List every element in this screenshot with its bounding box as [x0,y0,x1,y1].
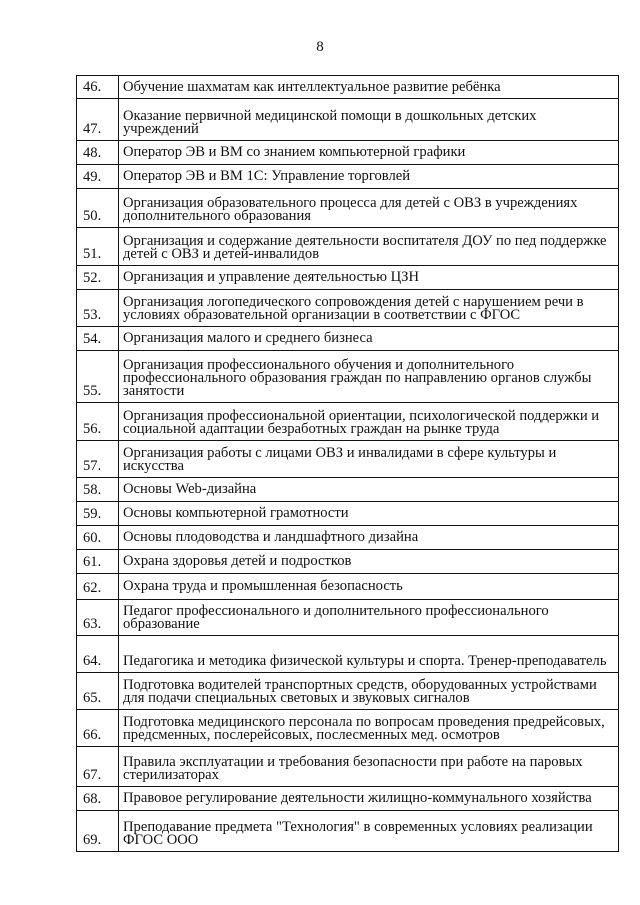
row-title: Охрана труда и промышленная безопасность [119,574,619,600]
table-row [77,76,619,99]
row-number: 46. [77,76,119,99]
row-number: 59. [77,502,119,526]
row-number: 56. [77,403,119,441]
table-row [77,710,619,747]
row-title: Основы Web-дизайна [119,478,619,502]
row-title: Организация и содержание деятельности воспитателя ДОУ по пед поддержке детей с ОВЗ и детей-инвалидов [119,228,619,266]
row-number: 62. [77,574,119,600]
table-row [77,189,619,228]
table-row [77,141,619,165]
row-number: 47. [77,99,119,141]
table-row [77,673,619,710]
row-title: Обучение шахматам как интеллектуальное развитие ребёнка [119,76,619,99]
row-number: 55. [77,351,119,403]
table-row [77,600,619,636]
row-number: 48. [77,141,119,165]
row-title: Педагог профессионального и дополнительного профессионального образование [119,600,619,636]
table-row [77,351,619,403]
table-row [77,441,619,478]
table-row [77,403,619,441]
row-number: 69. [77,811,119,852]
row-title: Основы плодоводства и ландшафтного дизайна [119,526,619,550]
row-number: 51. [77,228,119,266]
table-row [77,502,619,526]
row-title: Правила эксплуатации и требования безопасности при работе на паровых стерилизаторах [119,747,619,787]
table-row [77,574,619,600]
row-number: 54. [77,327,119,351]
row-title: Основы компьютерной грамотности [119,502,619,526]
row-title: Организация малого и среднего бизнеса [119,327,619,351]
table-row [77,99,619,141]
row-title: Организация профессиональной ориентации, психологической поддержки и социальной адаптации безработных граждан на рынке труда [119,403,619,441]
course-table [76,75,619,852]
row-title: Подготовка медицинского персонала по вопросам проведения предрейсовых, предсменных, послерейсовых, послесменных мед. осмотров [119,710,619,747]
table-row [77,526,619,550]
row-number: 57. [77,441,119,478]
row-title: Организация профессионального обучения и дополнительного профессионального образования граждан по направлению органов службы занятости [119,351,619,403]
row-title: Оператор ЭВ и ВМ 1С: Управление торговлей [119,165,619,189]
row-title: Оказание первичной медицинской помощи в дошкольных детских учреждений [119,99,619,141]
row-title: Правовое регулирование деятельности жилищно-коммунального хозяйства [119,787,619,811]
row-number: 49. [77,165,119,189]
row-title: Оператор ЭВ и ВМ со знанием компьютерной графики [119,141,619,165]
table-row [77,811,619,852]
row-title: Охрана здоровья детей и подростков [119,550,619,574]
table-row [77,636,619,673]
row-number: 65. [77,673,119,710]
row-title: Организация образовательного процесса для детей с ОВЗ в учреждениях дополнительного образования [119,189,619,228]
row-number: 50. [77,189,119,228]
table-row [77,327,619,351]
row-number: 58. [77,478,119,502]
row-title: Организация работы с лицами ОВЗ и инвалидами в сфере культуры и искусства [119,441,619,478]
table-row [77,228,619,266]
table-row [77,266,619,290]
row-number: 60. [77,526,119,550]
row-number: 63. [77,600,119,636]
row-title: Подготовка водителей транспортных средств, оборудованных устройствами для подачи специальных световых и звуковых сигналов [119,673,619,710]
row-number: 67. [77,747,119,787]
page-number: 8 [316,39,324,55]
row-title: Организация и управление деятельностью ЦЗН [119,266,619,290]
row-title: Педагогика и методика физической культуры и спорта. Тренер-преподаватель [119,636,619,673]
table-row [77,165,619,189]
table-row [77,550,619,574]
row-number: 66. [77,710,119,747]
table-row [77,290,619,327]
row-number: 68. [77,787,119,811]
row-number: 61. [77,550,119,574]
table-row [77,787,619,811]
row-title: Организация логопедического сопровождения детей с нарушением речи в условиях образовательной организации в соответствии с ФГОС [119,290,619,327]
row-number: 53. [77,290,119,327]
table-row [77,478,619,502]
table-row [77,747,619,787]
row-number: 64. [77,636,119,673]
row-number: 52. [77,266,119,290]
row-title: Преподавание предмета "Технология" в современных условиях реализации ФГОС ООО [119,811,619,852]
